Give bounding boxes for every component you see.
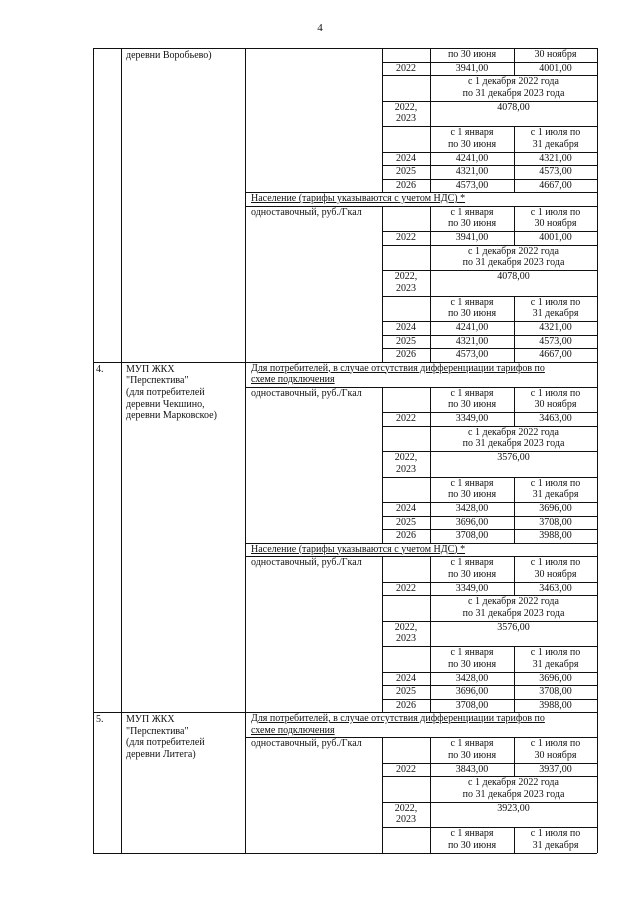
tariff-value-second-half: 3696,00 (539, 672, 572, 684)
rate-type-divider (382, 48, 383, 192)
tariff-value-second-half: 3988,00 (539, 530, 572, 541)
half-year-divider (514, 763, 515, 777)
year-divider (430, 412, 431, 426)
tariff-value-second-half: 30 ноября (534, 49, 577, 60)
year-divider (430, 477, 431, 503)
year-divider (430, 827, 431, 853)
organization-name-line: "Перспектива" (126, 375, 189, 387)
year-divider (430, 335, 431, 349)
year-divider (430, 126, 431, 152)
rate-type-label: одноставочный, руб./Гкал (251, 387, 362, 399)
tariff-value-span: 4078,00 (497, 101, 530, 113)
organization-name-line: деревни Марковское) (126, 410, 217, 422)
organization-name-line: МУП ЖКХ (126, 363, 175, 375)
year-cell: 2024 (396, 672, 416, 684)
year-divider (430, 516, 431, 530)
tariff-value-second-half: с 1 июля по 31 декабря (530, 828, 581, 851)
organization-column-divider (245, 712, 246, 853)
year-cell: 2024 (396, 322, 416, 333)
half-year-divider (514, 126, 515, 152)
tariff-value-span: 3576,00 (497, 452, 530, 463)
tariff-value-second-half: с 1 июля по 31 декабря (530, 647, 581, 670)
tariff-value-second-half: 3988,00 (539, 699, 572, 711)
consumer-group-header: Для потребителей, в случае отсутствия дифференциации тарифов по схеме подключения (251, 713, 545, 736)
tariff-value-first-half: с 1 января по 30 июня (447, 647, 497, 670)
consumer-group-header: Население (тарифы указываются с учетом НДС) * (251, 543, 466, 555)
tariff-value-second-half: 4667,00 (539, 179, 572, 191)
tariff-value-first-half: с 1 января по 30 июня (447, 206, 497, 229)
rate-type-divider (382, 387, 383, 543)
tariff-value-first-half: с 1 января по 30 июня (447, 477, 497, 500)
half-year-divider (514, 62, 515, 76)
organization-column-divider (245, 362, 246, 713)
tariff-value-first-half: с 1 января по 30 июня (447, 387, 497, 410)
tariff-value-second-half: 3463,00 (539, 413, 572, 424)
half-year-divider (514, 335, 515, 349)
half-year-divider (514, 582, 515, 596)
tariff-value-first-half: 4321,00 (455, 166, 489, 177)
year-cell: 2026 (396, 699, 416, 711)
year-divider (430, 321, 431, 335)
tariff-value-first-half: 3696,00 (455, 516, 489, 528)
tariff-value-second-half: 3708,00 (539, 516, 572, 528)
tariff-value-second-half: с 1 июля по 30 ноября (530, 206, 581, 229)
half-year-divider (514, 48, 515, 62)
year-divider (430, 502, 431, 516)
tariff-value-second-half: 3708,00 (539, 686, 572, 697)
tariff-value-second-half: с 1 июля по 30 ноября (530, 557, 581, 580)
tariff-value-second-half: 4573,00 (539, 335, 572, 347)
tariff-value-second-half: 4321,00 (539, 152, 572, 164)
year-divider (430, 451, 431, 477)
organization-name-line: (для потребителей (126, 737, 205, 749)
tariff-value-first-half: с 1 января по 30 июня (447, 127, 497, 150)
organization-name-line: (для потребителей (126, 386, 205, 398)
table-left-border (93, 362, 94, 713)
tariff-value-first-half: 3696,00 (455, 686, 489, 697)
organization-column-divider (245, 48, 246, 362)
year-divider (430, 101, 431, 127)
tariff-value-first-half: 3428,00 (455, 672, 489, 684)
organization-name-line: МУП ЖКХ (126, 714, 175, 725)
year-divider (430, 802, 431, 828)
half-year-divider (514, 646, 515, 672)
rate-type-divider (382, 556, 383, 712)
year-divider (430, 646, 431, 672)
year-cell: 2022, 2023 (394, 271, 418, 294)
organization-name-line: деревни Воробьево) (126, 50, 212, 61)
tariff-value-first-half: с 1 января по 30 июня (447, 296, 497, 319)
tariff-value-second-half: 3463,00 (539, 582, 572, 594)
half-year-divider (514, 412, 515, 426)
year-cell: 2025 (396, 686, 416, 697)
half-year-divider (514, 502, 515, 516)
year-divider (430, 270, 431, 296)
rate-type-label: одноставочный, руб./Гкал (251, 738, 362, 749)
tariff-value-second-half: 3937,00 (539, 763, 572, 775)
tariff-value-second-half: 3696,00 (539, 503, 572, 514)
year-divider (430, 426, 431, 452)
tariff-value-first-half: 4241,00 (455, 152, 489, 164)
year-divider (430, 763, 431, 777)
half-year-divider (514, 387, 515, 413)
tariff-value-second-half: с 1 июля по 31 декабря (530, 127, 581, 150)
tariff-value-first-half: 3708,00 (455, 530, 489, 541)
half-year-divider (514, 321, 515, 335)
tariff-value-second-half: 4667,00 (539, 349, 572, 360)
half-year-divider (514, 296, 515, 322)
year-cell: 2022 (396, 413, 416, 424)
table-right-border (597, 362, 598, 713)
year-cell: 2022 (396, 763, 416, 775)
year-divider (430, 62, 431, 76)
year-divider (430, 595, 431, 621)
rate-type-label: одноставочный, руб./Гкал (251, 557, 362, 568)
half-year-divider (514, 231, 515, 245)
table-right-border (597, 48, 598, 362)
half-year-divider (514, 152, 515, 166)
year-cell: 2026 (396, 179, 416, 191)
year-divider (430, 179, 431, 193)
half-year-divider (514, 672, 515, 686)
year-divider (430, 245, 431, 271)
year-divider (430, 685, 431, 699)
number-column-divider (121, 712, 122, 853)
row-separator (93, 853, 597, 854)
half-year-divider (514, 699, 515, 713)
year-divider (430, 75, 431, 101)
tariff-value-second-half: с 1 июля по 30 ноября (530, 738, 581, 761)
organization-name-line: деревни Литега) (126, 749, 196, 761)
half-year-divider (514, 179, 515, 193)
tariff-value-span: с 1 декабря 2022 года по 31 декабря 2023 года (462, 596, 565, 619)
half-year-divider (514, 556, 515, 582)
tariff-value-second-half: с 1 июля по 31 декабря (530, 296, 581, 319)
tariff-value-first-half: 4321,00 (455, 335, 489, 347)
page-number: 4 (317, 22, 323, 34)
year-cell: 2025 (396, 335, 416, 347)
tariff-value-second-half: с 1 июля по 31 декабря (530, 477, 581, 500)
tariff-value-span: с 1 декабря 2022 года по 31 декабря 2023 года (462, 76, 565, 99)
year-divider (430, 231, 431, 245)
half-year-divider (514, 529, 515, 543)
year-divider (430, 776, 431, 802)
year-cell: 2022, 2023 (394, 802, 418, 825)
year-divider (430, 582, 431, 596)
number-column-divider (121, 48, 122, 362)
year-divider (430, 296, 431, 322)
tariff-value-first-half: с 1 января по 30 июня (447, 828, 497, 851)
half-year-divider (514, 348, 515, 362)
year-cell: 2024 (396, 152, 416, 164)
tariff-value-second-half: с 1 июля по 30 ноября (530, 387, 581, 410)
half-year-divider (514, 685, 515, 699)
tariff-value-second-half: 4001,00 (539, 62, 572, 74)
year-cell: 2022, 2023 (394, 621, 418, 644)
half-year-divider (514, 827, 515, 853)
consumer-group-header: Население (тарифы указываются с учетом НДС) * (251, 193, 466, 204)
rate-type-divider (382, 206, 383, 362)
organization-name-line: деревни Чекшино, (126, 398, 205, 410)
year-divider (430, 737, 431, 763)
row-number: 4. (96, 363, 104, 375)
tariff-value-span: с 1 декабря 2022 года по 31 декабря 2023 года (462, 426, 565, 449)
year-cell: 2022 (396, 232, 416, 243)
tariff-value-first-half: 3941,00 (455, 232, 489, 243)
half-year-divider (514, 737, 515, 763)
table-left-border (93, 48, 94, 362)
year-cell: 2022, 2023 (394, 101, 418, 124)
year-cell: 2026 (396, 530, 416, 541)
row-number: 5. (96, 714, 104, 725)
tariff-value-second-half: 4001,00 (539, 232, 572, 243)
tariff-value-second-half: 4573,00 (539, 166, 572, 177)
year-cell: 2024 (396, 503, 416, 514)
year-cell: 2026 (396, 349, 416, 360)
tariff-value-first-half: 4573,00 (455, 179, 489, 191)
year-divider (430, 152, 431, 166)
year-cell: 2022 (396, 582, 416, 594)
year-cell: 2025 (396, 166, 416, 177)
tariff-value-second-half: 4321,00 (539, 322, 572, 333)
tariff-value-first-half: с 1 января по 30 июня (447, 557, 497, 580)
tariff-value-first-half: 4241,00 (455, 322, 489, 333)
year-divider (430, 206, 431, 232)
tariff-value-first-half: 3941,00 (455, 62, 489, 74)
year-divider (430, 621, 431, 647)
table-left-border (93, 712, 94, 853)
tariff-value-first-half: по 30 июня (447, 49, 497, 60)
year-divider (430, 48, 431, 62)
consumer-group-header: Для потребителей, в случае отсутствия дифференциации тарифов по схеме подключения (251, 362, 545, 385)
half-year-divider (514, 206, 515, 232)
half-year-divider (514, 516, 515, 530)
tariff-value-first-half: с 1 января по 30 июня (447, 738, 497, 761)
year-divider (430, 387, 431, 413)
tariff-value-span: с 1 декабря 2022 года по 31 декабря 2023 года (462, 245, 565, 268)
tariff-value-first-half: 3428,00 (455, 503, 489, 514)
tariff-value-span: 3923,00 (497, 802, 530, 814)
year-divider (430, 348, 431, 362)
tariff-value-span: 4078,00 (497, 271, 530, 282)
tariff-value-first-half: 3843,00 (455, 763, 489, 775)
organization-name-line: "Перспектива" (126, 725, 189, 737)
rate-type-divider (382, 737, 383, 853)
number-column-divider (121, 362, 122, 713)
year-divider (430, 699, 431, 713)
tariff-value-first-half: 3349,00 (455, 582, 489, 594)
tariff-value-first-half: 4573,00 (455, 349, 489, 360)
year-divider (430, 672, 431, 686)
year-cell: 2022 (396, 62, 416, 74)
tariff-value-first-half: 3349,00 (455, 413, 489, 424)
tariff-value-first-half: 3708,00 (455, 699, 489, 711)
half-year-divider (514, 477, 515, 503)
year-cell: 2022, 2023 (394, 452, 418, 475)
table-right-border (597, 712, 598, 853)
year-divider (430, 556, 431, 582)
tariff-value-span: с 1 декабря 2022 года по 31 декабря 2023 года (462, 777, 565, 800)
year-divider (430, 165, 431, 179)
rate-type-label: одноставочный, руб./Гкал (251, 206, 362, 218)
year-divider (430, 529, 431, 543)
tariff-value-span: 3576,00 (497, 621, 530, 633)
year-cell: 2025 (396, 516, 416, 528)
half-year-divider (514, 165, 515, 179)
